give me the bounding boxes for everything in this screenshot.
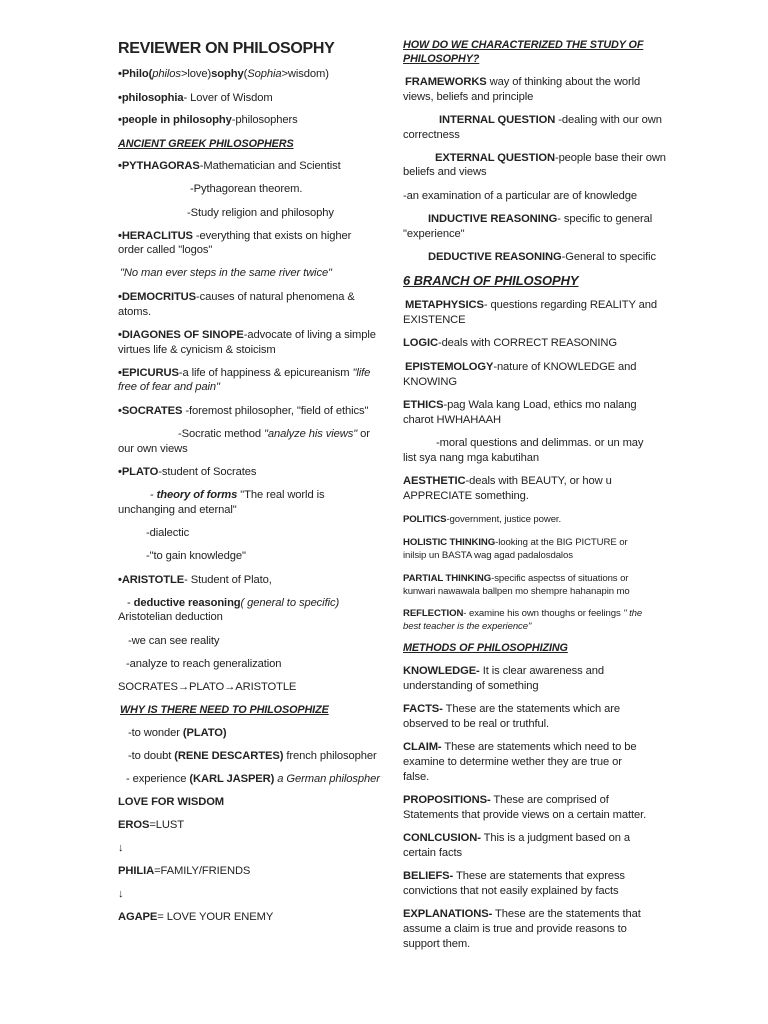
external-question: EXTERNAL QUESTION-people base their own bbox=[435, 152, 666, 164]
ethics-note-cont: list sya nang mga kabutihan bbox=[403, 452, 539, 464]
theory-of-forms: - theory of forms "The real world is bbox=[150, 489, 325, 501]
internal-question: INTERNAL QUESTION -dealing with our own bbox=[439, 114, 662, 126]
plato-note: -"to gain knowledge" bbox=[146, 550, 246, 562]
reason-item: -to wonder (PLATO) bbox=[128, 727, 227, 739]
deductive-reasoning-right: DEDUCTIVE REASONING-General to specific bbox=[428, 251, 656, 263]
method-knowledge-cont: understanding of something bbox=[403, 680, 539, 692]
reason-item: -to doubt (RENE DESCARTES) french philosopher bbox=[128, 750, 377, 762]
holistic-thinking: HOLISTIC THINKING-looking at the BIG PICTURE or bbox=[403, 537, 628, 548]
method-claim-cont: examine to determine wether they are true or bbox=[403, 756, 622, 768]
why-heading: WHY IS THERE NEED TO PHILOSOPHIZE bbox=[120, 704, 329, 716]
branch-aesthetic-cont: APPRECIATE something. bbox=[403, 490, 529, 502]
method-facts-cont: observed to be real or truthful. bbox=[403, 718, 550, 730]
branch-metaphysics-cont: EXISTENCE bbox=[403, 314, 466, 326]
epicurus-entry-cont: free of fear and pain" bbox=[118, 381, 220, 393]
epicurus-entry: •EPICURUS-a life of happiness & epicureanism "life bbox=[118, 367, 371, 379]
method-conclusion-cont: certain facts bbox=[403, 847, 463, 859]
democritus-entry-cont: atoms. bbox=[118, 306, 151, 318]
aristotle-entry: •ARISTOTLE- Student of Plato, bbox=[118, 574, 272, 586]
heraclitus-entry: •HERACLITUS -everything that exists on higher bbox=[118, 230, 352, 242]
branch-ethics-cont: charot HWHAHAAH bbox=[403, 414, 501, 426]
pythagoras-note: -Study religion and philosophy bbox=[187, 207, 334, 219]
plato-note: -dialectic bbox=[146, 527, 190, 539]
branch-logic: LOGIC-deals with CORRECT REASONING bbox=[403, 337, 617, 349]
pythagoras-note: -Pythagorean theorem. bbox=[190, 183, 303, 195]
branch-heading: 6 BRANCH OF PHILOSOPHY bbox=[403, 273, 579, 288]
branch-politics: POLITICS-government, justice power. bbox=[403, 514, 562, 525]
love-for-wisdom-heading: LOVE FOR WISDOM bbox=[118, 796, 225, 808]
method-beliefs: BELIEFS- These are statements that express bbox=[403, 870, 625, 882]
inductive-reasoning: INDUCTIVE REASONING- specific to general bbox=[428, 213, 653, 225]
study-heading-cont: PHILOSOPHY? bbox=[403, 53, 480, 65]
frameworks-entry: FRAMEWORKS way of thinking about the world bbox=[405, 76, 641, 88]
diagones-entry-cont: virtues life & cynicism & stoicism bbox=[118, 344, 276, 356]
philo-definition: •Philo(philos>love)sophy(Sophia>wisdom) bbox=[118, 68, 329, 80]
socrates-entry: •SOCRATES -foremost philosopher, "field of ethics" bbox=[118, 405, 369, 417]
method-conclusion: CONLCUSION- This is a judgment based on a bbox=[403, 832, 631, 844]
branch-epistemology-cont: KNOWING bbox=[403, 376, 457, 388]
method-claim-cont: false. bbox=[403, 771, 430, 783]
heraclitus-entry-cont: order called "logos" bbox=[118, 244, 213, 256]
pythagoras-entry: •PYTHAGORAS-Mathematician and Scientist bbox=[118, 160, 341, 172]
partial-thinking: PARTIAL THINKING-specific aspectss of situations or bbox=[403, 573, 629, 584]
examination-note: -an examination of a particular are of knowledge bbox=[403, 190, 638, 202]
method-claim: CLAIM- These are statements which need to be bbox=[403, 741, 637, 753]
socratic-method: -Socratic method "analyze his views" or bbox=[178, 428, 370, 440]
method-beliefs-cont: convictions that not easily explained by facts bbox=[403, 885, 619, 897]
ancient-heading: ANCIENT GREEK PHILOSOPHERS bbox=[118, 138, 294, 150]
page-title: REVIEWER ON PHILOSOPHY bbox=[118, 40, 335, 57]
reflection-entry: REFLECTION- examine his own thoughs or feelings " the bbox=[403, 608, 643, 619]
people-definition: •people in philosophy-philosophers bbox=[118, 114, 298, 126]
method-explanations-cont: assume a claim is true and provide reasons to bbox=[403, 923, 627, 935]
partial-thinking-cont: kunwari nawawala ballpen mo shempre hahanapin mo bbox=[403, 586, 630, 597]
love-type-agape: AGAPE= LOVE YOUR ENEMY bbox=[118, 911, 274, 923]
love-type-eros: EROS=LUST bbox=[118, 819, 184, 831]
deductive-reasoning: - deductive reasoning( general to specific) bbox=[127, 597, 340, 609]
branch-epistemology: EPISTEMOLOGY-nature of KNOWLEDGE and bbox=[405, 361, 637, 373]
internal-question-cont: correctness bbox=[403, 129, 460, 141]
branch-aesthetic: AESTHETIC-deals with BEAUTY, or how u bbox=[403, 475, 612, 487]
aristotelian-deduction: Aristotelian deduction bbox=[118, 611, 223, 623]
external-question-cont: beliefs and views bbox=[403, 166, 487, 178]
diagones-entry: •DIAGONES OF SINOPE-advocate of living a simple bbox=[118, 329, 376, 341]
method-propositions: PROPOSITIONS- These are comprised of bbox=[403, 794, 609, 806]
branch-ethics: ETHICS-pag Wala kang Load, ethics mo nalang bbox=[403, 399, 637, 411]
aristotle-note: -we can see reality bbox=[128, 635, 220, 647]
study-heading: HOW DO WE CHARACTERIZED THE STUDY OF bbox=[403, 39, 644, 51]
method-propositions-cont: Statements that provide views on a certain matter. bbox=[403, 809, 647, 821]
aristotle-note: -analyze to reach generalization bbox=[126, 658, 282, 670]
down-arrow-icon: ↓ bbox=[118, 888, 124, 900]
love-type-philia: PHILIA=FAMILY/FRIENDS bbox=[118, 865, 251, 877]
inductive-reasoning-cont: "experience" bbox=[403, 228, 465, 240]
ethics-note: -moral questions and delimmas. or un may bbox=[436, 437, 644, 449]
reason-item: - experience (KARL JASPER) a German philospher bbox=[126, 773, 380, 785]
philosopher-lineage: SOCRATES→PLATO→ARISTOTLE bbox=[118, 681, 297, 693]
method-explanations-cont: support them. bbox=[403, 938, 471, 950]
method-facts: FACTS- These are the statements which are bbox=[403, 703, 621, 715]
plato-entry: •PLATO-student of Socrates bbox=[118, 466, 257, 478]
method-explanations: EXPLANATIONS- These are the statements that bbox=[403, 908, 641, 920]
democritus-entry: •DEMOCRITUS-causes of natural phenomena & bbox=[118, 291, 355, 303]
reflection-entry-cont: best teacher is the experience" bbox=[403, 621, 532, 632]
method-knowledge: KNOWLEDGE- It is clear awareness and bbox=[403, 665, 604, 677]
frameworks-entry-cont: views, beliefs and principle bbox=[403, 91, 534, 103]
methods-heading: METHODS OF PHILOSOPHIZING bbox=[403, 642, 568, 654]
theory-of-forms-cont: unchanging and eternal" bbox=[118, 504, 237, 516]
holistic-thinking-cont: inilsip un BASTA wag agad padalosdalos bbox=[403, 550, 573, 561]
branch-metaphysics: METAPHYSICS- questions regarding REALITY and bbox=[405, 299, 658, 311]
socratic-method-cont: our own views bbox=[118, 443, 188, 455]
philosophia-definition: •philosophia- Lover of Wisdom bbox=[118, 92, 273, 104]
down-arrow-icon: ↓ bbox=[118, 842, 124, 854]
river-quote: "No man ever steps in the same river twice" bbox=[120, 267, 332, 279]
